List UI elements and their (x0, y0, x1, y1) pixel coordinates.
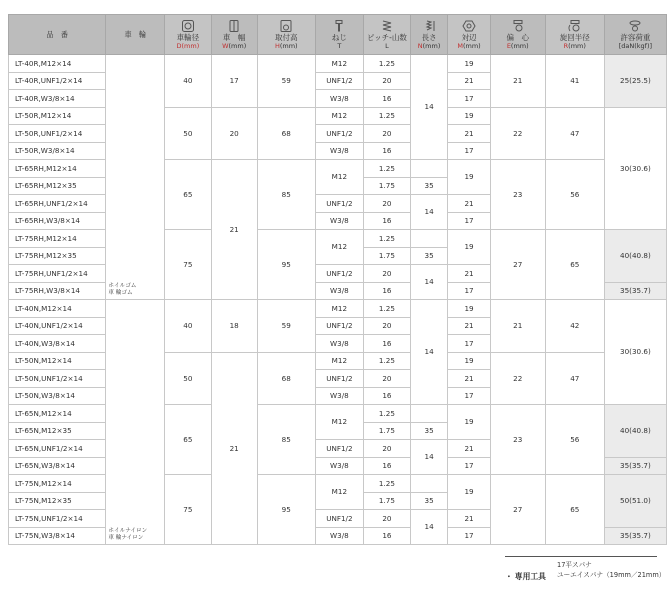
header-col-e (490, 15, 545, 55)
cell-e: 23 (490, 160, 545, 230)
header-unit-text: (mm) (510, 41, 529, 50)
cell-n: 35 (410, 247, 448, 265)
cell-t: W3/8 (315, 142, 363, 160)
cell-r: 41 (545, 55, 604, 108)
cell-m: 17 (448, 90, 490, 108)
header-label: 取付高 (275, 33, 298, 42)
cell-l: 1.25 (364, 352, 411, 370)
cell-t: UNF1/2 (315, 317, 363, 335)
cell-h: 68 (257, 107, 315, 160)
cell-l: 20 (364, 72, 411, 90)
header-unit (258, 43, 315, 50)
part-number: LT-75N,W3/8×14 (9, 527, 106, 545)
header-unit (411, 43, 448, 50)
header-label: 対辺 (461, 33, 477, 42)
part-number: LT-75RH,M12×14 (9, 230, 106, 248)
cell-e: 22 (490, 107, 545, 160)
part-number: LT-65RH,UNF1/2×14 (9, 195, 106, 213)
header-symbol: E (506, 41, 511, 50)
cell-t: W3/8 (315, 212, 363, 230)
header-unit-text: (mm) (568, 41, 586, 50)
header-unit-text: (mm) (228, 41, 247, 50)
cell-t: UNF1/2 (315, 195, 363, 213)
table-header (9, 15, 667, 55)
cell-l: 1.25 (364, 475, 411, 493)
cell-e: 21 (490, 300, 545, 353)
header-col-r (545, 15, 604, 55)
swivel-radius-icon (568, 20, 582, 32)
header-symbol: N (417, 41, 423, 50)
cell-m: 19 (448, 475, 490, 510)
tools-label-text: 専用工具 (514, 572, 546, 581)
part-number: LT-75N,UNF1/2×14 (9, 510, 106, 528)
header-col-m (448, 15, 490, 55)
wheel-diameter-icon (181, 20, 195, 32)
cell-l: 16 (364, 387, 411, 405)
cell-d: 75 (165, 475, 211, 545)
header-symbol: [daN(kgf)] (618, 41, 653, 50)
cell-r: 42 (545, 300, 604, 353)
cell-w: 17 (211, 55, 257, 108)
part-number: LT-50R,M12×14 (9, 107, 106, 125)
material-label-rubber (108, 283, 136, 296)
cell-e: 23 (490, 405, 545, 475)
cell-l: 20 (364, 370, 411, 388)
header-col-l (364, 15, 411, 55)
cell-l: 20 (364, 510, 411, 528)
part-number: LT-65N,W3/8×14 (9, 457, 106, 475)
part-number: LT-40R,W3/8×14 (9, 90, 106, 108)
header-part-no: 品 番 (9, 15, 106, 55)
cell-load: 25(25.5) (604, 55, 666, 108)
cell-l: 1.25 (364, 55, 411, 73)
material-wheel: ホイルナイロン (108, 528, 148, 535)
cell-l: 20 (364, 125, 411, 143)
cell-l: 20 (364, 265, 411, 283)
cell-m: 21 (448, 265, 490, 283)
cell-n (410, 160, 448, 178)
header-unit (546, 43, 604, 50)
cell-m: 17 (448, 457, 490, 475)
cell-m: 21 (448, 370, 490, 388)
cell-n: 14 (410, 440, 448, 475)
header-unit (165, 43, 210, 50)
cell-h: 85 (257, 405, 315, 475)
load-weight-icon (628, 20, 642, 32)
cell-load: 50(51.0) (604, 475, 666, 528)
cell-l: 20 (364, 317, 411, 335)
part-number: LT-50N,M12×14 (9, 352, 106, 370)
cell-l: 16 (364, 457, 411, 475)
header-label: 車輪径 (176, 33, 200, 42)
cell-l: 1.25 (364, 230, 411, 248)
header-col-load (604, 15, 666, 55)
part-number: LT-50R,W3/8×14 (9, 142, 106, 160)
cell-n: 14 (410, 265, 448, 300)
part-number: LT-65RH,M12×35 (9, 177, 106, 195)
cell-t: W3/8 (315, 387, 363, 405)
part-number: LT-40N,W3/8×14 (9, 335, 106, 353)
tools-bullet: ・ (505, 572, 513, 581)
cell-h: 59 (257, 300, 315, 353)
cell-r: 65 (545, 230, 604, 300)
header-symbol: T (337, 41, 342, 50)
cell-t: M12 (315, 107, 363, 125)
mounting-height-icon (279, 20, 293, 32)
cell-n: 14 (410, 300, 448, 405)
part-number: LT-75RH,M12×35 (9, 247, 106, 265)
cell-m: 17 (448, 212, 490, 230)
header-label: 旋回半径 (559, 33, 590, 42)
header-unit-text: (mm) (279, 41, 298, 50)
cell-r: 47 (545, 352, 604, 405)
cell-l: 20 (364, 440, 411, 458)
table-row (9, 55, 667, 73)
header-col-h (257, 15, 315, 55)
cell-h: 95 (257, 230, 315, 300)
wheel-nylon-cell (106, 300, 165, 545)
eccentric-icon (511, 20, 525, 32)
header-label: ピッチ-山数 (366, 33, 407, 42)
length-icon (422, 20, 436, 32)
cell-t: UNF1/2 (315, 72, 363, 90)
cell-n (410, 405, 448, 423)
cell-r: 47 (545, 107, 604, 160)
part-number: LT-50N,W3/8×14 (9, 387, 106, 405)
cell-t: M12 (315, 55, 363, 73)
part-number: LT-75N,M12×14 (9, 475, 106, 493)
cell-m: 21 (448, 317, 490, 335)
cell-t: W3/8 (315, 335, 363, 353)
cell-l: 1.25 (364, 300, 411, 318)
cell-m: 19 (448, 55, 490, 73)
part-number: LT-40R,UNF1/2×14 (9, 72, 106, 90)
cell-w: 18 (211, 300, 257, 353)
part-number: LT-40R,M12×14 (9, 55, 106, 73)
cell-m: 17 (448, 387, 490, 405)
header-label: 長さ (421, 33, 437, 42)
header-symbol: R (563, 41, 569, 50)
header-label: 車 幅 (222, 33, 246, 42)
part-number: LT-65RH,M12×14 (9, 160, 106, 178)
cell-h: 68 (257, 352, 315, 405)
header-symbol: M (457, 41, 463, 50)
cell-d: 40 (165, 55, 211, 108)
cell-l: 16 (364, 142, 411, 160)
cell-l: 20 (364, 195, 411, 213)
cell-w: 20 (211, 107, 257, 160)
cell-m: 19 (448, 230, 490, 265)
cell-r: 65 (545, 475, 604, 545)
cell-m: 21 (448, 510, 490, 528)
header-unit (316, 43, 363, 50)
cell-load: 30(30.6) (604, 107, 666, 230)
cell-r: 56 (545, 405, 604, 475)
cell-l: 1.75 (364, 422, 411, 440)
cell-t: W3/8 (315, 527, 363, 545)
cell-t: W3/8 (315, 90, 363, 108)
header-unit (605, 43, 666, 50)
cell-t: W3/8 (315, 457, 363, 475)
cell-d: 50 (165, 107, 211, 160)
cell-t: UNF1/2 (315, 125, 363, 143)
cell-l: 1.25 (364, 160, 411, 178)
cell-l: 16 (364, 90, 411, 108)
cell-d: 65 (165, 405, 211, 475)
cell-e: 21 (490, 55, 545, 108)
cell-l: 1.75 (364, 247, 411, 265)
part-number: LT-75N,M12×35 (9, 492, 106, 510)
part-number: LT-65N,M12×35 (9, 422, 106, 440)
part-number: LT-65N,UNF1/2×14 (9, 440, 106, 458)
cell-t: M12 (315, 352, 363, 370)
cell-t: UNF1/2 (315, 510, 363, 528)
cell-t: M12 (315, 160, 363, 195)
cell-r: 56 (545, 160, 604, 230)
part-number: LT-40N,M12×14 (9, 300, 106, 318)
cell-m: 21 (448, 72, 490, 90)
tool-item: ユーエイスパナ（19mm／21mm） (557, 570, 666, 579)
cell-e: 22 (490, 352, 545, 405)
cell-l: 1.25 (364, 405, 411, 423)
header-wheel: 車 輪 (106, 15, 165, 55)
table-row (9, 300, 667, 318)
cell-e: 27 (490, 475, 545, 545)
header-symbol: L (385, 41, 389, 50)
hex-nut-icon (462, 20, 476, 32)
material-label-nylon (108, 528, 147, 541)
header-unit-text: (mm) (462, 41, 481, 50)
cell-n: 14 (410, 195, 448, 230)
header-col-n (410, 15, 448, 55)
cell-m: 17 (448, 335, 490, 353)
part-number: LT-50N,UNF1/2×14 (9, 370, 106, 388)
cell-m: 19 (448, 107, 490, 125)
cell-l: 1.25 (364, 107, 411, 125)
header-symbol: H (274, 41, 280, 50)
header-symbol: W (222, 41, 229, 50)
header-col-d (165, 15, 211, 55)
cell-n: 35 (410, 422, 448, 440)
cell-t: UNF1/2 (315, 265, 363, 283)
cell-m: 19 (448, 160, 490, 195)
part-number: LT-50R,UNF1/2×14 (9, 125, 106, 143)
cell-n: 35 (410, 492, 448, 510)
header-unit (491, 43, 545, 50)
part-number: LT-75RH,UNF1/2×14 (9, 265, 106, 283)
cell-t: M12 (315, 230, 363, 265)
cell-m: 17 (448, 527, 490, 545)
screw-icon (332, 20, 346, 32)
cell-l: 1.75 (364, 177, 411, 195)
cell-t: M12 (315, 300, 363, 318)
cell-m: 21 (448, 440, 490, 458)
header-symbol: D (176, 41, 182, 50)
cell-load: 35(35.7) (604, 282, 666, 300)
cell-n: 14 (410, 510, 448, 545)
cell-d: 40 (165, 300, 211, 353)
part-number: LT-65RH,W3/8×14 (9, 212, 106, 230)
cell-d: 65 (165, 160, 211, 230)
cell-load: 30(30.6) (604, 300, 666, 405)
wheel-rubber-cell (106, 55, 165, 300)
cell-m: 19 (448, 405, 490, 440)
cell-e: 27 (490, 230, 545, 300)
cell-l: 16 (364, 335, 411, 353)
cell-m: 17 (448, 282, 490, 300)
cell-l: 16 (364, 527, 411, 545)
cell-l: 1.75 (364, 492, 411, 510)
header-unit (448, 43, 489, 50)
header-unit-text: (mm) (181, 41, 200, 50)
cell-l: 16 (364, 282, 411, 300)
cell-t: M12 (315, 405, 363, 440)
cell-n (410, 475, 448, 493)
cell-d: 75 (165, 230, 211, 300)
header-unit (364, 43, 410, 50)
cell-n: 14 (410, 55, 448, 160)
cell-m: 19 (448, 352, 490, 370)
header-col-t (315, 15, 363, 55)
tool-item: 17平スパナ (557, 561, 592, 569)
cell-load: 40(40.8) (604, 230, 666, 283)
cell-m: 17 (448, 142, 490, 160)
cell-d: 50 (165, 352, 211, 405)
header-unit (212, 43, 257, 50)
wheel-width-icon (227, 20, 241, 32)
pitch-icon (380, 20, 394, 32)
cell-h: 95 (257, 475, 315, 545)
cell-load: 40(40.8) (604, 405, 666, 458)
cell-t: W3/8 (315, 282, 363, 300)
cell-w: 21 (211, 352, 257, 545)
header-label: 許容荷重 (620, 33, 651, 42)
material-tire: 車 輪ゴム (108, 289, 133, 296)
cell-h: 85 (257, 160, 315, 230)
cell-m: 19 (448, 300, 490, 318)
cell-m: 21 (448, 195, 490, 213)
dedicated-tools-note (505, 556, 666, 581)
cell-m: 21 (448, 125, 490, 143)
cell-t: M12 (315, 475, 363, 510)
tools-list (557, 561, 665, 580)
cell-l: 16 (364, 212, 411, 230)
header-label: 偏 心 (506, 33, 529, 42)
cell-t: UNF1/2 (315, 440, 363, 458)
header-col-w (211, 15, 257, 55)
cell-n: 35 (410, 177, 448, 195)
cell-w: 21 (211, 160, 257, 300)
cell-load: 35(35.7) (604, 527, 666, 545)
tools-label (505, 571, 546, 582)
cell-n (410, 230, 448, 248)
cell-load: 35(35.7) (604, 457, 666, 475)
part-number: LT-40N,UNF1/2×14 (9, 317, 106, 335)
part-number: LT-65N,M12×14 (9, 405, 106, 423)
part-number: LT-75RH,W3/8×14 (9, 282, 106, 300)
header-unit-text: (mm) (422, 41, 441, 50)
material-tire: 車 輪ナイロン (108, 534, 144, 541)
header-label: ねじ (331, 33, 347, 42)
cell-t: UNF1/2 (315, 370, 363, 388)
cell-h: 59 (257, 55, 315, 108)
material-wheel: ホイルゴム (108, 283, 137, 290)
caster-spec-table (8, 14, 667, 545)
